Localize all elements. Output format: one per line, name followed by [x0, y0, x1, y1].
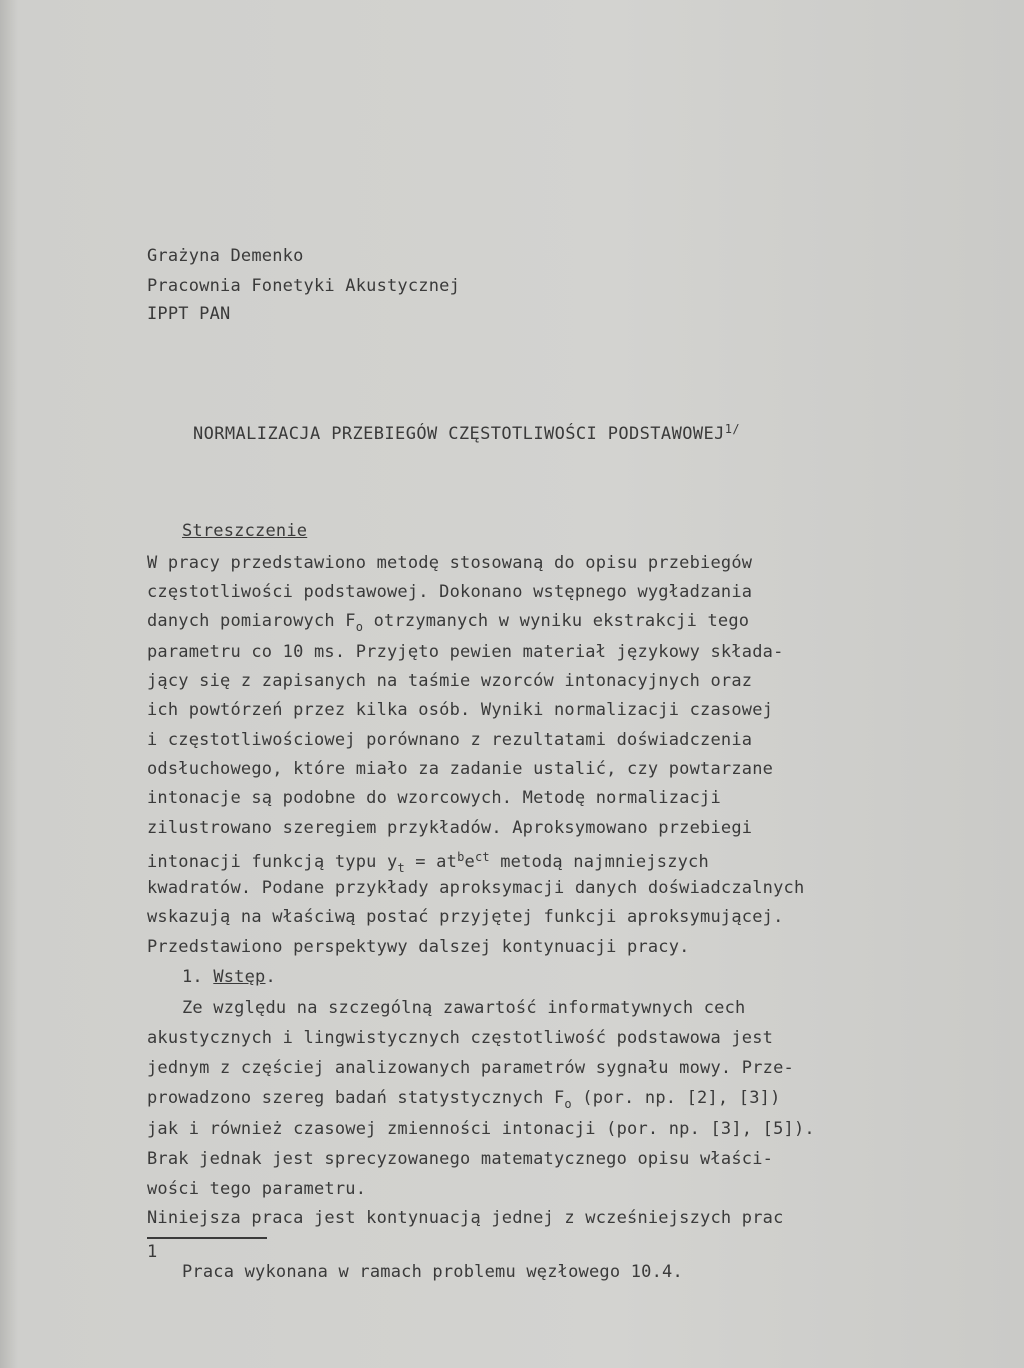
body-text: prowadzono szereg badań statystycznych F [147, 1088, 565, 1108]
footnote-divider [147, 1237, 267, 1239]
author-name: Grażyna Demenko [147, 246, 304, 266]
f0-subscript: o [355, 620, 364, 634]
abstract-text: e [464, 852, 475, 872]
abstract-line: częstotliwości podstawowej. Dokonano wstępnego wygładzania [147, 582, 753, 602]
title-footnote-ref: 1/ [724, 422, 740, 436]
f0-subscript: o [564, 1097, 572, 1111]
author-institute: IPPT PAN [147, 304, 231, 324]
footnote-text: Praca wykonana w ramach problemu węzłowego 10.4. [182, 1262, 683, 1282]
body-line [147, 1087, 781, 1115]
abstract-line: jący się z zapisanych na taśmie wzorców intonacyjnych oraz [147, 671, 753, 691]
formula-subscript: t [397, 861, 405, 875]
section-title: Wstęp [213, 967, 266, 987]
body-line: Brak jednak jest sprecyzowanego matematycznego opisu właści- [147, 1149, 774, 1169]
abstract-line: i częstotliwościowej porównano z rezultatami doświadczenia [147, 730, 753, 750]
body-line: jednym z częściej analizowanych parametrów sygnału mowy. Prze- [147, 1058, 794, 1078]
paper-title-text: NORMALIZACJA PRZEBIEGÓW CZĘSTOTLIWOŚCI PODSTAWOWEJ [193, 424, 725, 444]
body-line: akustycznych i lingwistycznych częstotliwość podstawowa jest [147, 1028, 774, 1048]
abstract-formula-line [147, 846, 709, 879]
abstract-line: parametru co 10 ms. Przyjęto pewien materiał językowy składa- [147, 642, 784, 662]
abstract-text: otrzymanych w wyniku ekstrakcji tego [363, 611, 750, 631]
section-title-suffix: . [265, 967, 276, 987]
abstract-text: metodą najmniejszych [489, 852, 709, 872]
footnote-marker: 1 [147, 1242, 158, 1262]
paper-title [193, 418, 740, 445]
abstract-text: = at [404, 852, 458, 872]
abstract-line: W pracy przedstawiono metodę stosowaną do opisu przebiegów [147, 553, 753, 573]
abstract-line: Przedstawiono perspektywy dalszej kontynuacji pracy. [147, 937, 690, 957]
body-line: Ze względu na szczególną zawartość informatywnych cech [182, 998, 746, 1018]
abstract-line: wskazują na właściwą postać przyjętej funkcji aproksymującej. [147, 907, 784, 927]
abstract-line: ich powtórzeń przez kilka osób. Wyniki normalizacji czasowej [147, 700, 774, 720]
abstract-line: odsłuchowego, które miało za zadanie ustalić, czy powtarzane [147, 759, 774, 779]
abstract-text: danych pomiarowych F [147, 611, 356, 631]
abstract-line: kwadratów. Podane przykłady aproksymacji danych doświadczalnych [147, 878, 805, 898]
body-line: wości tego parametru. [147, 1179, 367, 1199]
author-affiliation: Pracownia Fonetyki Akustycznej [147, 276, 461, 296]
formula-superscript: b [457, 850, 465, 864]
abstract-line [147, 610, 749, 638]
body-line: jak i również czasowej zmienności intonacji (por. np. [3], [5]). [147, 1119, 815, 1139]
body-line: Niniejsza praca jest kontynuacją jednej z wcześniejszych prac [147, 1208, 784, 1228]
section-heading [182, 966, 276, 988]
body-text: (por. np. [2], [3]) [571, 1088, 781, 1108]
abstract-text: intonacji funkcją typu y [147, 852, 398, 872]
abstract-line: zilustrowano szeregiem przykładów. Aproksymowano przebiegi [147, 818, 753, 838]
abstract-heading: Streszczenie [182, 521, 308, 541]
formula-superscript: ct [474, 850, 490, 864]
abstract-line: intonacje są podobne do wzorcowych. Metodę normalizacji [147, 788, 721, 808]
section-number: 1. [182, 967, 203, 987]
